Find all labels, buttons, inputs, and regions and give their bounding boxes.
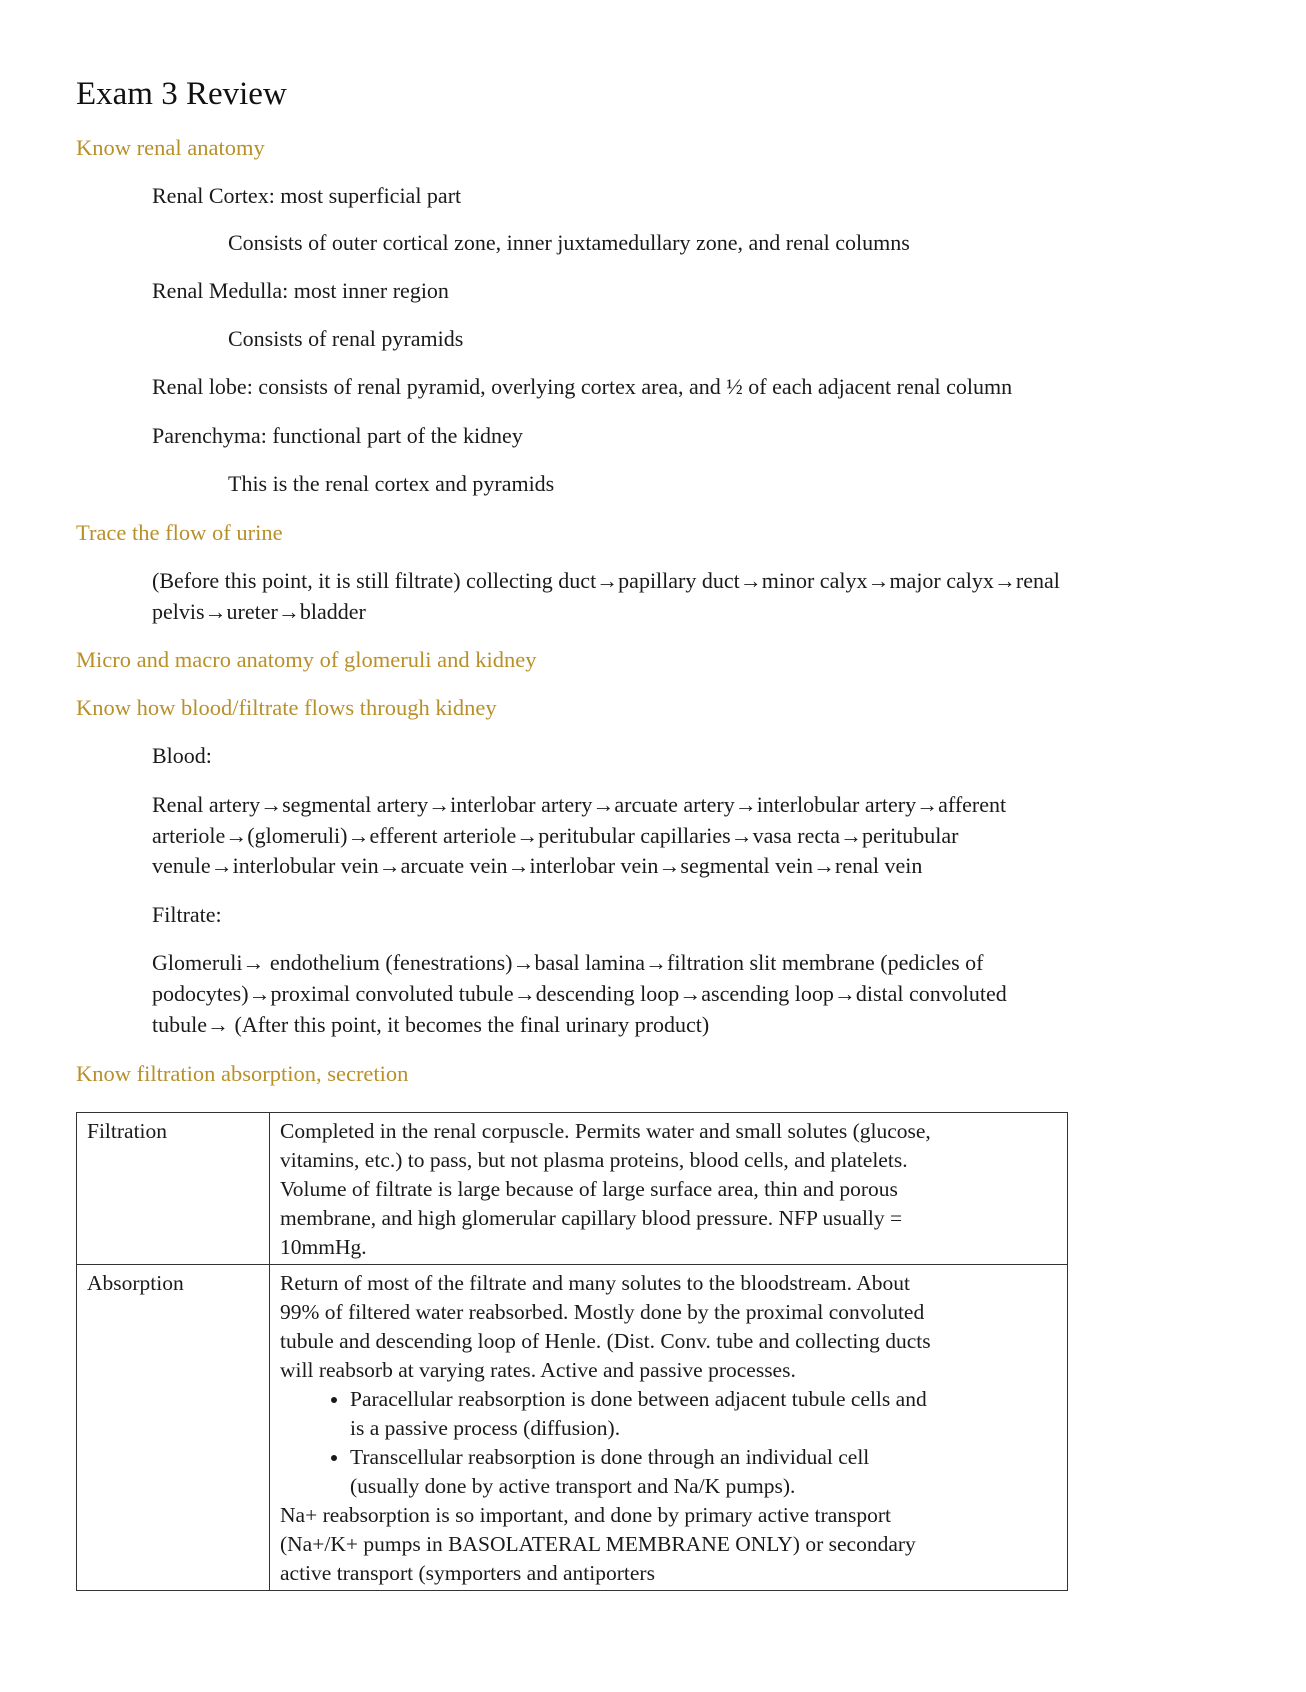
filtration-line: vitamins, etc.) to pass, but not plasma proteins, blood cells, and platelets. xyxy=(280,1148,908,1172)
heading-urine-flow: Trace the flow of urine xyxy=(76,520,283,545)
process-table xyxy=(76,1112,1068,1591)
absorption-bullet-list xyxy=(280,1385,1057,1501)
urine-flow-line-1: (Before this point, it is still filtrate) collecting duct→papillary duct→minor calyx→major calyx→renal xyxy=(152,568,1060,593)
parenchyma-detail: This is the renal cortex and pyramids xyxy=(228,471,555,496)
heading-blood-filtrate: Know how blood/filtrate flows through kidney xyxy=(76,695,497,720)
filtration-line: 10mmHg. xyxy=(280,1235,367,1259)
renal-cortex-detail: Consists of outer cortical zone, inner juxtamedullary zone, and renal columns xyxy=(228,230,910,255)
list-item xyxy=(350,1385,1057,1443)
filtration-line: Volume of filtrate is large because of large surface area, thin and porous xyxy=(280,1177,898,1201)
renal-medulla-detail: Consists of renal pyramids xyxy=(228,326,464,351)
absorption-line: 99% of filtered water reabsorbed. Mostly done by the proximal convoluted xyxy=(280,1300,925,1324)
absorption-line: will reabsorb at varying rates. Active and passive processes. xyxy=(280,1358,796,1382)
absorption-line: tubule and descending loop of Henle. (Dist. Conv. tube and collecting ducts xyxy=(280,1329,931,1353)
absorption-description xyxy=(270,1265,1068,1591)
list-item xyxy=(350,1443,1057,1501)
absorption-tail-line: Na+ reabsorption is so important, and done by primary active transport xyxy=(280,1503,891,1527)
absorption-label: Absorption xyxy=(77,1265,270,1591)
filtration-line: Completed in the renal corpuscle. Permits water and small solutes (glucose, xyxy=(280,1119,931,1143)
table-row xyxy=(77,1113,1068,1265)
filtrate-flow-line-1: Glomeruli→ endothelium (fenestrations)→basal lamina→filtration slit membrane (pedicles of xyxy=(152,950,984,975)
blood-label: Blood: xyxy=(152,743,212,768)
renal-cortex-text: Renal Cortex: most superficial part xyxy=(152,183,462,208)
absorption-tail-line: (Na+/K+ pumps in BASOLATERAL MEMBRANE ONLY) or secondary xyxy=(280,1532,916,1556)
urine-flow-line-2: pelvis→ureter→bladder xyxy=(152,599,366,624)
filtrate-flow-line-3: tubule→ (After this point, it becomes the final urinary product) xyxy=(152,1012,710,1037)
bullet-paracellular-line-2: is a passive process (diffusion). xyxy=(350,1416,621,1440)
bullet-paracellular-line-1: • Paracellular reabsorption is done between adjacent tubule cells and xyxy=(350,1387,927,1411)
page-title: Exam 3 Review xyxy=(76,76,287,112)
absorption-line: Return of most of the filtrate and many solutes to the bloodstream. About xyxy=(280,1271,910,1295)
parenchyma-text: Parenchyma: functional part of the kidney xyxy=(152,423,523,448)
heading-micro-macro: Micro and macro anatomy of glomeruli and kidney xyxy=(76,647,537,672)
renal-medulla-text: Renal Medulla: most inner region xyxy=(152,278,449,303)
absorption-tail-line: active transport (symporters and antiporters xyxy=(280,1561,655,1585)
bullet-transcellular-line-1: • Transcellular reabsorption is done through an individual cell xyxy=(350,1445,870,1469)
filtrate-flow-line-2: podocytes)→proximal convoluted tubule→descending loop→ascending loop→distal convoluted xyxy=(152,981,1007,1006)
filtration-description xyxy=(270,1113,1068,1265)
blood-flow-line-3: venule→interlobular vein→arcuate vein→interlobar vein→segmental vein→renal vein xyxy=(152,853,923,878)
filtrate-label: Filtrate: xyxy=(152,902,222,927)
filtration-line: membrane, and high glomerular capillary blood pressure. NFP usually = xyxy=(280,1206,903,1230)
blood-flow-line-1: Renal artery→segmental artery→interlobar artery→arcuate artery→interlobular artery→afferent xyxy=(152,792,1007,817)
heading-renal-anatomy: Know renal anatomy xyxy=(76,135,265,160)
bullet-transcellular-line-2: (usually done by active transport and Na/K pumps). xyxy=(350,1474,796,1498)
filtration-label: Filtration xyxy=(77,1113,270,1265)
heading-processes: Know filtration absorption, secretion xyxy=(76,1061,409,1086)
renal-lobe-text: Renal lobe: consists of renal pyramid, overlying cortex area, and ½ of each adjacent renal column xyxy=(152,374,1013,399)
blood-flow-line-2: arteriole→(glomeruli)→efferent arteriole→peritubular capillaries→vasa recta→peritubular xyxy=(152,823,959,848)
table-row xyxy=(77,1265,1068,1591)
